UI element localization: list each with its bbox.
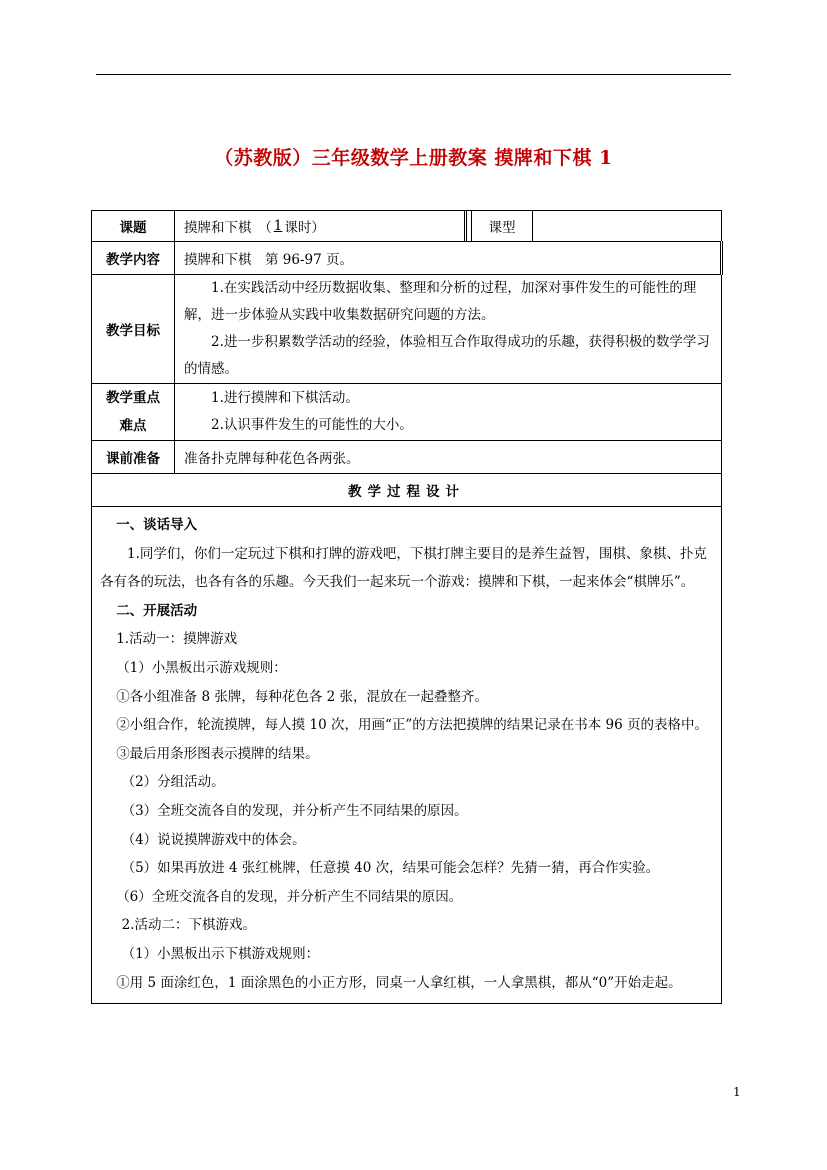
key-item-2: 2.认识事件发生的可能性的大小。 <box>211 417 413 433</box>
topic-label: 课题 <box>92 211 175 242</box>
topic-hours: 1 <box>273 218 283 234</box>
activity-1-step-5: （5）如果再放进 4 张红桃牌，任意摸 40 次，结果可能会怎样？先猜一猜，再合作实验。 <box>121 860 660 877</box>
header-rule <box>96 74 731 75</box>
row-goal <box>92 275 722 384</box>
type-label: 课型 <box>471 211 533 241</box>
goal-item-1: 1.在实践活动中经历数据收集、整理和分析的过程，加深对事件发生的可能性的理解，进一步体验从实践中收集数据研究问题的方法。 <box>184 280 697 323</box>
activity-1-step-6: （6）全班交流各自的发现，并分析产生不同结果的原因。 <box>116 888 463 905</box>
page-number: 1 <box>733 1085 741 1099</box>
activity-2: 2.活动二：下棋游戏。 <box>121 917 256 934</box>
goal-item-2: 2.进一步积累数学活动的经验，体验相互合作取得成功的乐趣，获得积极的数学学习的情感。 <box>184 334 710 377</box>
row-process-heading <box>92 474 722 507</box>
activity-1-rule-1: ①各小组准备 8 张牌，每种花色各 2 张，混放在一起叠整齐。 <box>116 688 489 705</box>
key-item-1: 1.进行摸牌和下棋活动。 <box>211 390 359 406</box>
topic-prefix: 摸牌和下棋 （ <box>184 220 272 236</box>
topic-value <box>175 211 467 241</box>
goal-label: 教学目标 <box>92 275 175 384</box>
content-value: 摸牌和下棋 第 96-97 页。 <box>175 242 722 275</box>
activity-1-rule-2: ②小组合作，轮流摸牌，每人摸 10 次，用画“正”的方法把摸牌的结果记录在书本 96 页的表格中。 <box>116 717 709 734</box>
goal-cell <box>175 275 722 384</box>
key-label-line1: 教学重点 <box>106 390 160 406</box>
activity-1-rule-3: ③最后用条形图表示摸牌的结果。 <box>116 745 319 762</box>
activity-1-step-4: （4）说说摸牌游戏中的体会。 <box>121 831 306 848</box>
section-1-title: 一、谈话导入 <box>116 517 198 533</box>
prep-value: 准备扑克牌每种花色各两张。 <box>175 441 722 474</box>
section-2-title: 二、开展活动 <box>116 602 198 619</box>
activity-2-rule-1: ①用 5 面涂红色，1 面涂黑色的小正方形，同桌一人拿红棋，一人拿黑棋，都从“0”开始走起。 <box>116 974 682 991</box>
key-label <box>92 384 175 441</box>
activity-1-step-2: （2）分组活动。 <box>121 774 225 791</box>
key-label-line2: 难点 <box>119 418 147 434</box>
document-title: （苏教版）三年级数学上册教案 摸牌和下棋 1 <box>214 147 613 169</box>
row-content <box>92 242 722 275</box>
row-topic <box>92 211 722 242</box>
activity-1: 1.活动一：摸牌游戏 <box>116 631 238 648</box>
section-1-paragraph: 1.同学们，你们一定玩过下棋和打牌的游戏吧，下棋打牌主要目的是养生益智，围棋、象棋、扑克各有各的玩法，也各有各的乐趣。今天我们一起来玩一个游戏：摸牌和下棋，一起来体会“棋牌乐”。 <box>100 545 707 591</box>
activity-1-step-1: （1）小黑板出示游戏规则： <box>116 659 287 676</box>
process-body <box>92 507 722 1004</box>
prep-label: 课前准备 <box>92 441 175 474</box>
topic-suffix: 课时） <box>284 220 325 236</box>
key-cell <box>175 384 722 441</box>
row-key <box>92 384 722 441</box>
lesson-plan-table <box>91 210 723 1004</box>
content-label: 教学内容 <box>92 242 175 275</box>
row-process-body <box>92 507 722 1004</box>
row-prep <box>92 441 722 474</box>
process-heading: 教学过程设计 <box>92 474 722 507</box>
activity-2-step-1: （1）小黑板出示下棋游戏规则： <box>121 945 320 962</box>
activity-1-step-3: （3）全班交流各自的发现，并分析产生不同结果的原因。 <box>121 802 468 819</box>
topic-cell <box>175 211 722 242</box>
